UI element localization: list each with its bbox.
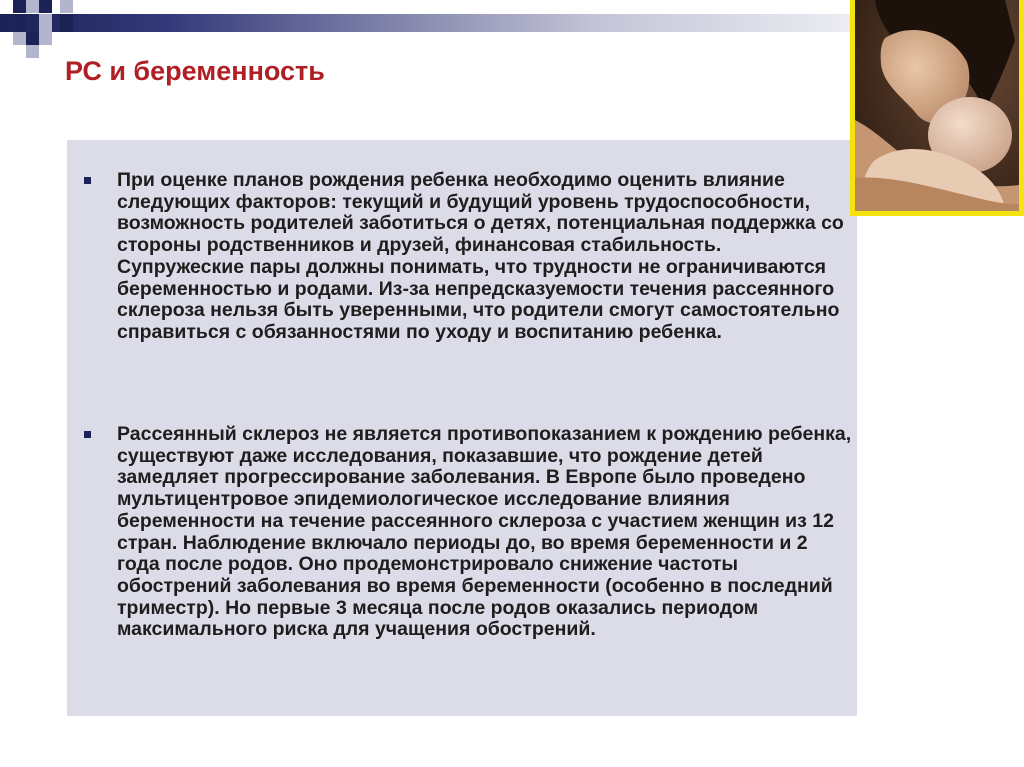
- decor-square: [60, 0, 73, 13]
- decor-square: [13, 14, 26, 32]
- decor-square: [26, 32, 39, 45]
- bullet-item: [84, 424, 852, 641]
- bullet-item: [84, 170, 852, 344]
- decor-square: [39, 32, 52, 45]
- square-bullet-icon: [84, 177, 91, 184]
- photo-illustration: [855, 0, 1019, 211]
- decor-square: [39, 0, 52, 13]
- decor-square: [13, 0, 26, 13]
- square-bullet-icon: [84, 431, 91, 438]
- header-gradient-band: [0, 14, 850, 32]
- decor-square: [13, 32, 26, 45]
- bullet-text: Рассеянный склероз не является противопоказанием к рождению ребенка, существуют даже исследования, показавшие, что рождение детей замедляет прогрессирование заболевания. В Европе было проведено мультицентровое эпидемиологическое исследование влияния беременности на течение рассеянного склероза с участием женщин из 12 стран. Наблюдение включало периоды до, во время беременности и 2 года после родов. Оно продемонстрировало снижение частоты обострений заболевания во время беременности (особенно в последний триместр). Но первые 3 месяца после родов оказались периодом максимального риска для учащения обострений.: [117, 423, 852, 641]
- mother-and-baby-photo: [850, 0, 1024, 216]
- slide-title: РС и беременность: [65, 56, 325, 86]
- decor-square: [26, 0, 39, 13]
- decor-square: [26, 45, 39, 58]
- bullet-text: При оценке планов рождения ребенка необходимо оценить влияние следующих факторов: текущий и будущий уровень трудоспособности, возможность родителей заботиться о детях, потенциальная поддержка со стороны родственников и друзей, финансовая стабильность. Супружеские пары должны понимать, что трудности не ограничиваются беременностью и родами. Из-за непредсказуемости течения рассеянного склероза нельзя быть уверенными, что родители смогут самостоятельно справиться с обязанностями по уходу и воспитанию ребенка.: [117, 169, 844, 343]
- decor-square: [60, 14, 73, 32]
- decor-square: [39, 14, 52, 32]
